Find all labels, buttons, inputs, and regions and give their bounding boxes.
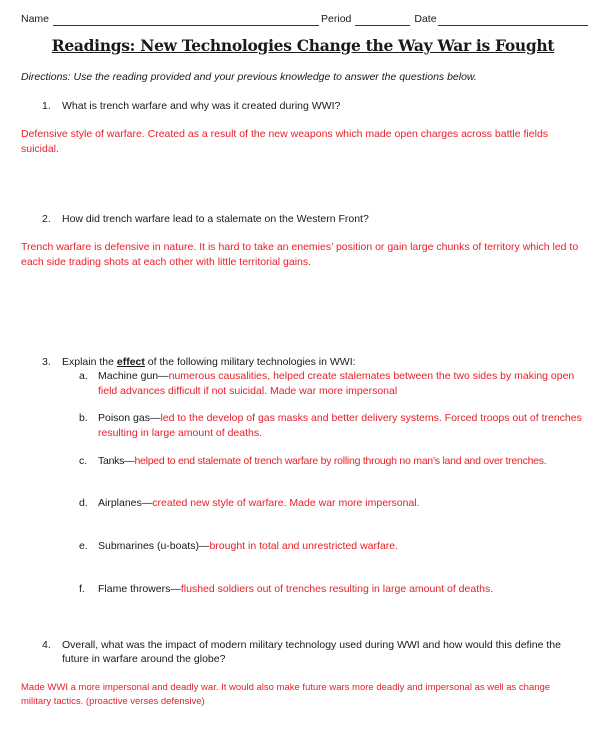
directions: Directions: Use the reading provided and your previous knowledge to answer the questions below. [21,71,477,83]
question-text: What is trench warfare and why was it created during WWI? [62,100,341,112]
answer-1: Defensive style of warfare. Created as a result of the new weapons which made open charges across battle fields suicidal. [21,128,549,155]
page-title: Readings: New Technologies Change the Way War is Fought [51,36,555,55]
item-answer: flushed soldiers out of trenches resulting in large amount of deaths. [180,583,494,595]
item-airplanes [79,496,591,511]
item-letter: e. [79,540,88,552]
question-number: 4. [42,639,51,651]
item-label: Poison gas— [98,412,161,424]
item-letter: f. [79,583,85,595]
date-field[interactable] [438,13,588,26]
item-letter: d. [79,497,88,509]
question-number: 3. [42,356,51,368]
question-text: Overall, what was the impact of modern military technology used during WWI and how would this define the future in warfare around the globe? [62,639,561,665]
item-letter: c. [79,455,88,467]
name-label: Name [21,13,50,25]
item-answer: created new style of warfare. Made war more impersonal. [152,497,420,509]
question-4 [42,638,587,666]
item-poison-gas [79,411,594,441]
answer-4: Made WWI a more impersonal and deadly war. It would also make future wars more deadly and impersonal as well as change military tactics. (proactive verses defensive) [21,682,551,707]
item-submarines [79,539,591,554]
period-label: Period [321,13,352,25]
item-letter: a. [79,370,88,382]
question-2 [42,212,369,226]
item-label: Tanks— [98,455,135,467]
item-tanks [79,454,604,469]
question-number: 2. [42,213,51,225]
question-text: of the following military technologies in WWI: [144,356,356,368]
item-label: Flame throwers— [98,583,181,595]
period-field[interactable] [355,13,410,26]
item-flame-throwers [79,582,591,597]
item-label: Machine gun— [98,370,169,382]
item-machine-gun [79,369,591,399]
question-1 [42,99,340,113]
item-label: Airplanes— [98,497,153,509]
name-field[interactable] [53,13,319,26]
item-letter: b. [79,412,88,424]
question-3 [42,355,356,369]
question-text: How did trench warfare lead to a stalemate on the Western Front? [62,213,369,225]
item-answer: brought in total and unrestricted warfare. [209,540,398,552]
question-text: Explain the [62,356,117,368]
item-answer: led to the develop of gas masks and better delivery systems. Forced troops out of trenches resulting in large amount of deaths. [98,412,582,439]
item-answer: numerous causalities, helped create stalemates between the two sides by making open field advances difficult if not suicidal. Made war more impersonal [98,370,575,397]
item-answer: helped to end stalemate of trench warfare by rolling through no man’s land and over trenches. [134,455,547,467]
item-label: Submarines (u-boats)— [98,540,210,552]
answer-2: Trench warfare is defensive in nature. It is hard to take an enemies’ position or gain large chunks of territory which led to each side trading shots at each other with little territorial gains. [21,241,579,268]
question-number: 1. [42,100,51,112]
emphasis-effect: effect [116,356,145,368]
student-info-row [21,10,591,26]
date-label: Date [414,13,437,25]
